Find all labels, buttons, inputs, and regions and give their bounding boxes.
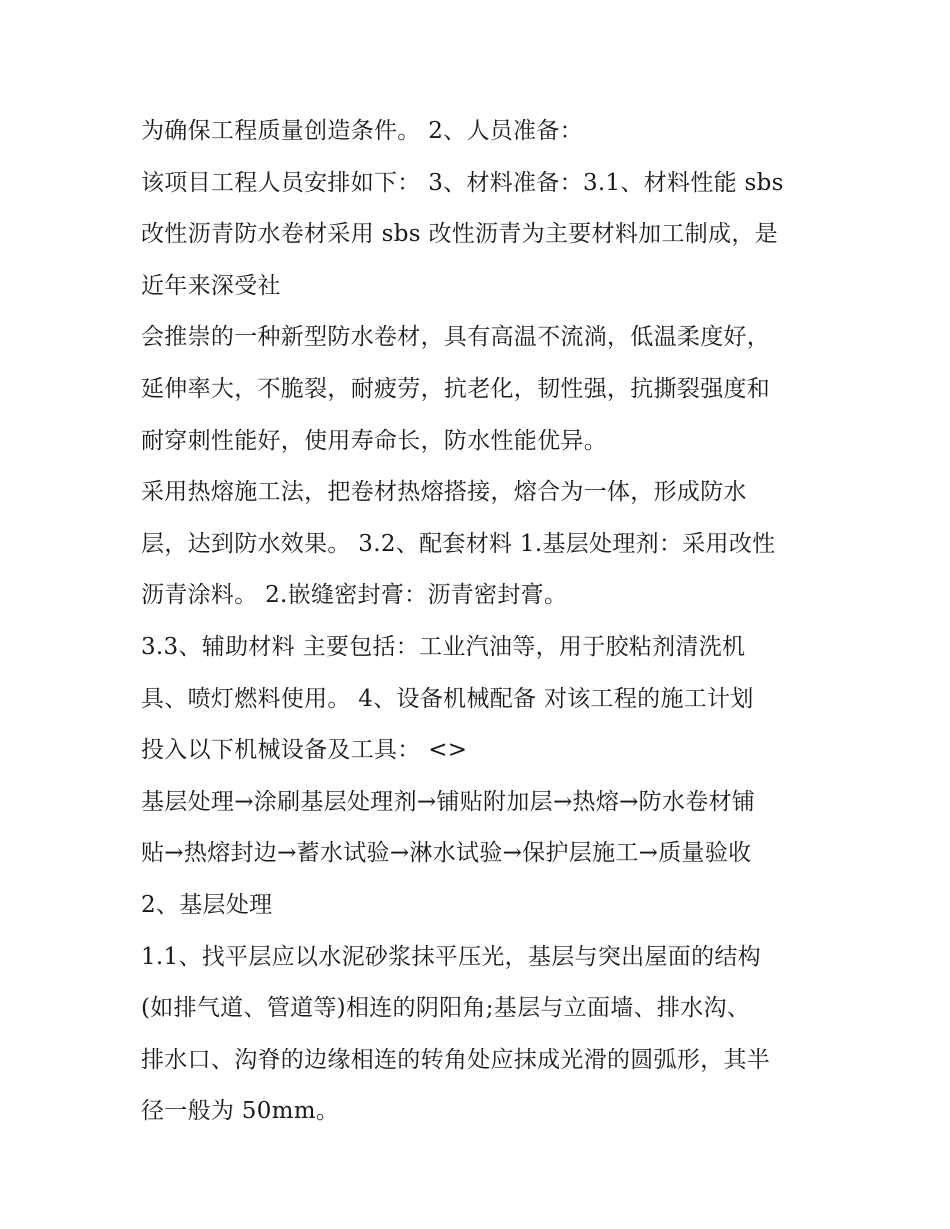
text-line: 3.3、辅助材料 主要包括：工业汽油等，用于胶粘剂清洗机 bbox=[141, 633, 746, 660]
text-line: 基层处理→涂刷基层处理剂→铺贴附加层→热熔→防水卷材铺 bbox=[141, 788, 756, 815]
text-line: 延伸率大，不脆裂，耐疲劳，抗老化，韧性强，抗撕裂强度和 bbox=[141, 375, 771, 402]
document-body bbox=[141, 106, 831, 1138]
text-line: 沥青涂料。 2.嵌缝密封膏：沥青密封膏。 bbox=[141, 582, 568, 609]
text-line: 1.1、找平层应以水泥砂浆抹平压光，基层与突出屋面的结构 bbox=[141, 943, 761, 970]
text-line: 改性沥青防水卷材采用 sbs 改性沥青为主要材料加工制成，是 bbox=[141, 221, 778, 248]
text-line: 该项目工程人员安排如下： 3、材料准备：3.1、材料性能 sbs bbox=[141, 169, 784, 196]
text-line: (如排气道、管道等)相连的阴阳角;基层与立面墙、排水沟、 bbox=[141, 995, 751, 1022]
text-line: 贴→热熔封边→蓄水试验→淋水试验→保护层施工→质量验收 bbox=[141, 840, 752, 867]
text-line: 近年来深受社 bbox=[141, 272, 281, 299]
text-line: 排水口、沟脊的边缘相连的转角处应抹成光滑的圆弧形，其半 bbox=[141, 1046, 771, 1073]
text-line: 具、喷灯燃料使用。 4、设备机械配备 对该工程的施工计划 bbox=[141, 685, 754, 712]
text-line: 采用热熔施工法，把卷材热熔搭接，熔合为一体，形成防水 bbox=[141, 479, 747, 506]
text-line: 层，达到防水效果。 3.2、配套材料 1.基层处理剂：采用改性 bbox=[141, 530, 776, 557]
text-line: 径一般为 50mm。 bbox=[141, 1098, 340, 1125]
text-line: 会推崇的一种新型防水卷材，具有高温不流淌，低温柔度好， bbox=[141, 324, 771, 351]
text-line: 2、基层处理 bbox=[141, 891, 273, 918]
text-line: 耐穿刺性能好，使用寿命长，防水性能优异。 bbox=[141, 427, 607, 454]
text-line: 投入以下机械设备及工具： <> bbox=[141, 737, 468, 764]
text-line: 为确保工程质量创造条件。 2、人员准备： bbox=[141, 118, 583, 144]
